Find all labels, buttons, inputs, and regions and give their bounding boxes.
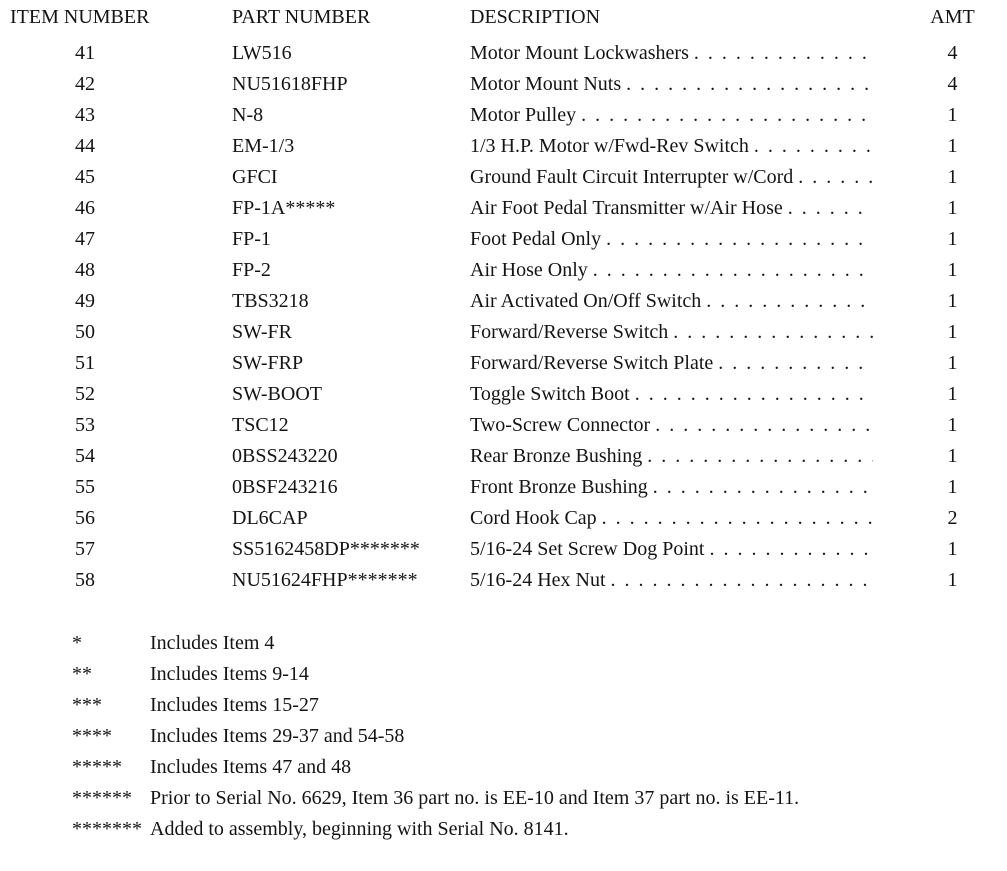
item-number-cell: 58 xyxy=(75,569,95,591)
part-number-cell: NU51618FHP xyxy=(232,73,348,95)
description-cell xyxy=(470,565,873,596)
description-cell xyxy=(470,224,873,255)
part-number-cell: EM-1/3 xyxy=(232,135,295,157)
description-cell xyxy=(470,348,873,379)
dot-leader xyxy=(713,348,873,379)
amount-cell: 4 xyxy=(947,73,958,95)
description-text: Toggle Switch Boot xyxy=(470,383,630,405)
amount-cell: 1 xyxy=(947,228,958,250)
description-cell xyxy=(470,379,873,410)
description-cell xyxy=(470,410,873,441)
amount-cell: 1 xyxy=(947,259,958,281)
description-cell xyxy=(470,193,873,224)
part-number-cell: DL6CAP xyxy=(232,507,308,529)
footnote-text: Includes Items 47 and 48 xyxy=(150,756,352,778)
dot-leader xyxy=(749,131,873,162)
dot-leader xyxy=(701,286,873,317)
item-number-cell: 43 xyxy=(75,104,95,126)
item-number-cell: 53 xyxy=(75,414,95,436)
item-number-cell: 49 xyxy=(75,290,95,312)
footnote-row xyxy=(0,783,1007,814)
dot-leader xyxy=(642,441,873,472)
description-cell xyxy=(470,472,873,503)
table-row xyxy=(0,193,1007,224)
parts-table xyxy=(0,2,1007,596)
item-number-cell: 44 xyxy=(75,135,95,157)
description-cell xyxy=(470,286,873,317)
description-text: Air Hose Only xyxy=(470,259,588,281)
dot-leader xyxy=(630,379,873,410)
item-number-cell: 41 xyxy=(75,42,95,64)
table-row xyxy=(0,503,1007,534)
item-number-cell: 57 xyxy=(75,538,95,560)
table-row xyxy=(0,348,1007,379)
item-number-cell: 46 xyxy=(75,197,95,219)
column-header-amt: AMT xyxy=(930,6,975,28)
footnote-row xyxy=(0,814,1007,845)
footnote-marker: ** xyxy=(72,663,92,685)
description-cell xyxy=(470,100,873,131)
description-text: 5/16-24 Set Screw Dog Point xyxy=(470,538,705,560)
item-number-cell: 51 xyxy=(75,352,95,374)
footnote-marker: **** xyxy=(72,725,112,747)
part-number-cell: TBS3218 xyxy=(232,290,309,312)
table-row xyxy=(0,286,1007,317)
table-body xyxy=(0,38,1007,596)
part-number-cell: FP-2 xyxy=(232,259,271,281)
description-text: Ground Fault Circuit Interrupter w/Cord xyxy=(470,166,794,188)
table-row xyxy=(0,379,1007,410)
description-cell xyxy=(470,317,873,348)
footnote-text: Includes Item 4 xyxy=(150,632,275,654)
dot-leader xyxy=(650,410,873,441)
description-text: 5/16-24 Hex Nut xyxy=(470,569,606,591)
dot-leader xyxy=(597,503,873,534)
footnote-marker: ****** xyxy=(72,787,132,809)
table-row xyxy=(0,565,1007,596)
description-text: Forward/Reverse Switch Plate xyxy=(470,352,714,374)
footnote-row xyxy=(0,628,1007,659)
table-row xyxy=(0,317,1007,348)
column-header-description: DESCRIPTION xyxy=(470,6,601,28)
table-header-row xyxy=(0,2,1007,33)
dot-leader xyxy=(783,193,873,224)
table-row xyxy=(0,441,1007,472)
table-row xyxy=(0,38,1007,69)
description-text: Two-Screw Connector xyxy=(470,414,651,436)
column-header-part-number: PART NUMBER xyxy=(232,6,371,28)
description-cell xyxy=(470,503,873,534)
item-number-cell: 56 xyxy=(75,507,95,529)
table-row xyxy=(0,69,1007,100)
item-number-cell: 50 xyxy=(75,321,95,343)
description-cell xyxy=(470,255,873,286)
table-row xyxy=(0,255,1007,286)
table-row xyxy=(0,131,1007,162)
dot-leader xyxy=(621,69,873,100)
description-cell xyxy=(470,441,873,472)
description-cell xyxy=(470,131,873,162)
amount-cell: 1 xyxy=(947,414,958,436)
dot-leader xyxy=(704,534,873,565)
table-row xyxy=(0,162,1007,193)
description-cell xyxy=(470,38,873,69)
part-number-cell: GFCI xyxy=(232,166,278,188)
dot-leader xyxy=(793,162,873,193)
dot-leader xyxy=(689,38,873,69)
description-text: Foot Pedal Only xyxy=(470,228,602,250)
part-number-cell: TSC12 xyxy=(232,414,289,436)
amount-cell: 1 xyxy=(947,569,958,591)
part-number-cell: 0BSF243216 xyxy=(232,476,338,498)
amount-cell: 1 xyxy=(947,197,958,219)
table-row xyxy=(0,472,1007,503)
table-row xyxy=(0,224,1007,255)
item-number-cell: 45 xyxy=(75,166,95,188)
amount-cell: 1 xyxy=(947,104,958,126)
amount-cell: 1 xyxy=(947,383,958,405)
amount-cell: 1 xyxy=(947,538,958,560)
column-header-item-number: ITEM NUMBER xyxy=(10,6,150,28)
description-text: Cord Hook Cap xyxy=(470,507,597,529)
footnote-marker: * xyxy=(72,632,82,654)
description-cell xyxy=(470,69,873,100)
dot-leader xyxy=(601,224,873,255)
item-number-cell: 42 xyxy=(75,73,95,95)
description-text: Motor Pulley xyxy=(470,104,577,126)
dot-leader xyxy=(668,317,873,348)
footnote-text: Added to assembly, beginning with Serial No. 8141. xyxy=(150,818,569,840)
footnote-text: Includes Items 29-37 and 54-58 xyxy=(150,725,405,747)
amount-cell: 1 xyxy=(947,321,958,343)
amount-cell: 4 xyxy=(947,42,958,64)
description-text: Front Bronze Bushing xyxy=(470,476,648,498)
dot-leader xyxy=(576,100,873,131)
footnote-row xyxy=(0,721,1007,752)
part-number-cell: SW-FRP xyxy=(232,352,304,374)
table-row xyxy=(0,100,1007,131)
part-number-cell: SW-FR xyxy=(232,321,293,343)
part-number-cell: FP-1A***** xyxy=(232,197,336,219)
part-number-cell: SW-BOOT xyxy=(232,383,322,405)
dot-leader xyxy=(588,255,873,286)
part-number-cell: NU51624FHP******* xyxy=(232,569,418,591)
footnote-marker: ******* xyxy=(72,818,142,840)
amount-cell: 2 xyxy=(947,507,958,529)
description-cell xyxy=(470,162,873,193)
part-number-cell: FP-1 xyxy=(232,228,271,250)
part-number-cell: LW516 xyxy=(232,42,292,64)
table-row xyxy=(0,534,1007,565)
part-number-cell: N-8 xyxy=(232,104,264,126)
table-row xyxy=(0,410,1007,441)
footnote-row xyxy=(0,690,1007,721)
amount-cell: 1 xyxy=(947,166,958,188)
description-text: Rear Bronze Bushing xyxy=(470,445,643,467)
item-number-cell: 55 xyxy=(75,476,95,498)
footnote-marker: ***** xyxy=(72,756,122,778)
description-text: Motor Mount Nuts xyxy=(470,73,622,95)
amount-cell: 1 xyxy=(947,476,958,498)
item-number-cell: 47 xyxy=(75,228,95,250)
item-number-cell: 48 xyxy=(75,259,95,281)
amount-cell: 1 xyxy=(947,135,958,157)
amount-cell: 1 xyxy=(947,445,958,467)
footnote-row xyxy=(0,659,1007,690)
part-number-cell: SS5162458DP******* xyxy=(232,538,420,560)
footnote-marker: *** xyxy=(72,694,102,716)
description-text: Forward/Reverse Switch xyxy=(470,321,669,343)
item-number-cell: 54 xyxy=(75,445,95,467)
description-text: Motor Mount Lockwashers xyxy=(470,42,689,64)
description-text: Air Activated On/Off Switch xyxy=(470,290,702,312)
footnote-text: Includes Items 15-27 xyxy=(150,694,319,716)
amount-cell: 1 xyxy=(947,290,958,312)
amount-cell: 1 xyxy=(947,352,958,374)
dot-leader xyxy=(648,472,873,503)
footnotes-section xyxy=(0,628,1007,845)
footnote-text: Prior to Serial No. 6629, Item 36 part no. is EE-10 and Item 37 part no. is EE-11. xyxy=(150,787,800,809)
dot-leader xyxy=(606,565,873,596)
description-text: 1/3 H.P. Motor w/Fwd-Rev Switch xyxy=(470,135,749,157)
description-text: Air Foot Pedal Transmitter w/Air Hose xyxy=(470,197,783,219)
footnote-text: Includes Items 9-14 xyxy=(150,663,309,685)
item-number-cell: 52 xyxy=(75,383,95,405)
description-cell xyxy=(470,534,873,565)
part-number-cell: 0BSS243220 xyxy=(232,445,338,467)
footnote-row xyxy=(0,752,1007,783)
